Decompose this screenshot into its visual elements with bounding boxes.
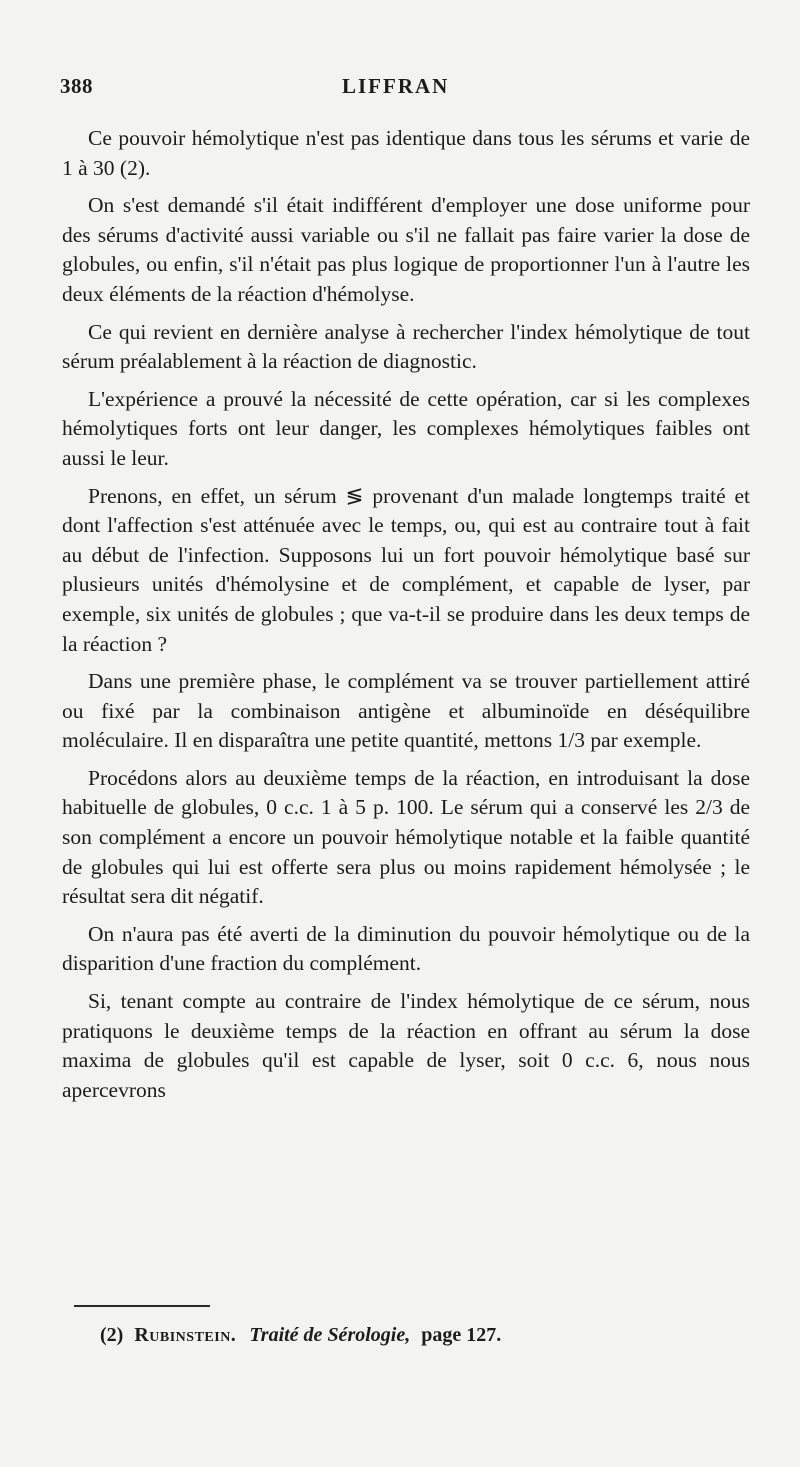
footnote-divider: [74, 1305, 210, 1307]
paragraph-2: On s'est demandé s'il était indifférent d'employer une dose uniforme pour des sérums d'activité aussi variable ou s'il ne fallait pas faire varier la dose de globules, ou enfin, s'il n'était pas plus logique de proportionner l'un à l'autre les deux éléments de la réaction d'hémolyse.: [62, 193, 750, 306]
footnote-author: Rubinstein.: [134, 1324, 237, 1346]
footnote: [100, 1322, 501, 1348]
paragraph-5: Prenons, en effet, un sérum ≶ provenant d'un malade longtemps traité et dont l'affection s'est atténuée avec le temps, ou, qui est au contraire tout à fait au début de l'infection. Supposons lui un fort pouvoir hémolytique basé sur plusieurs unités d'hémolysine et de complément, et capable de lyser, par exemple, six unités de globules ; que va-t-il se produire dans les deux temps de la réaction ?: [62, 483, 750, 656]
body-text: [62, 124, 750, 1113]
paragraph-4: L'expérience a prouvé la nécessité de cette opération, car si les complexes hémolytiques forts ont leur danger, les complexes hémolytiques faibles ont aussi le leur.: [62, 386, 750, 470]
paragraph-3: Ce qui revient en dernière analyse à rechercher l'index hémolytique de tout sérum préalablement à la réaction de diagnostic.: [62, 319, 750, 374]
page-header: [60, 74, 740, 104]
footnote-title: Traité de Sérologie,: [249, 1324, 411, 1346]
paragraph-6: Dans une première phase, le complément va se trouver partiellement attiré ou fixé par la combinaison antigène et albuminoïde en déséquilibre moléculaire. Il en disparaîtra une petite quantité, mettons 1/3 par exemple.: [62, 669, 750, 753]
paragraph-8: On n'aura pas été averti de la diminution du pouvoir hémolytique ou de la disparition d'une fraction du complément.: [62, 921, 750, 976]
paragraph-1: Ce pouvoir hémolytique n'est pas identique dans tous les sérums et varie de 1 à 30 (2).: [62, 126, 750, 180]
page-number: 388: [60, 74, 93, 98]
running-title: LIFFRAN: [342, 74, 450, 98]
paragraph-9: Si, tenant compte au contraire de l'index hémolytique de ce sérum, nous pratiquons le deuxième temps de la réaction en offrant au sérum la dose maxima de globules qu'il est capable de lyser, soit 0 c.c. 6, nous nous apercevrons: [62, 989, 750, 1102]
footnote-page: page 127.: [421, 1324, 502, 1346]
footnote-marker: (2): [100, 1324, 124, 1346]
paragraph-7: Procédons alors au deuxième temps de la réaction, en introduisant la dose habituelle de globules, 0 c.c. 1 à 5 p. 100. Le sérum qui a conservé les 2/3 de son complément a encore un pouvoir hémolytique notable et la faible quantité de globules qui lui est offerte sera plus ou moins rapidement hémolysée ; le résultat sera dit négatif.: [62, 765, 750, 909]
